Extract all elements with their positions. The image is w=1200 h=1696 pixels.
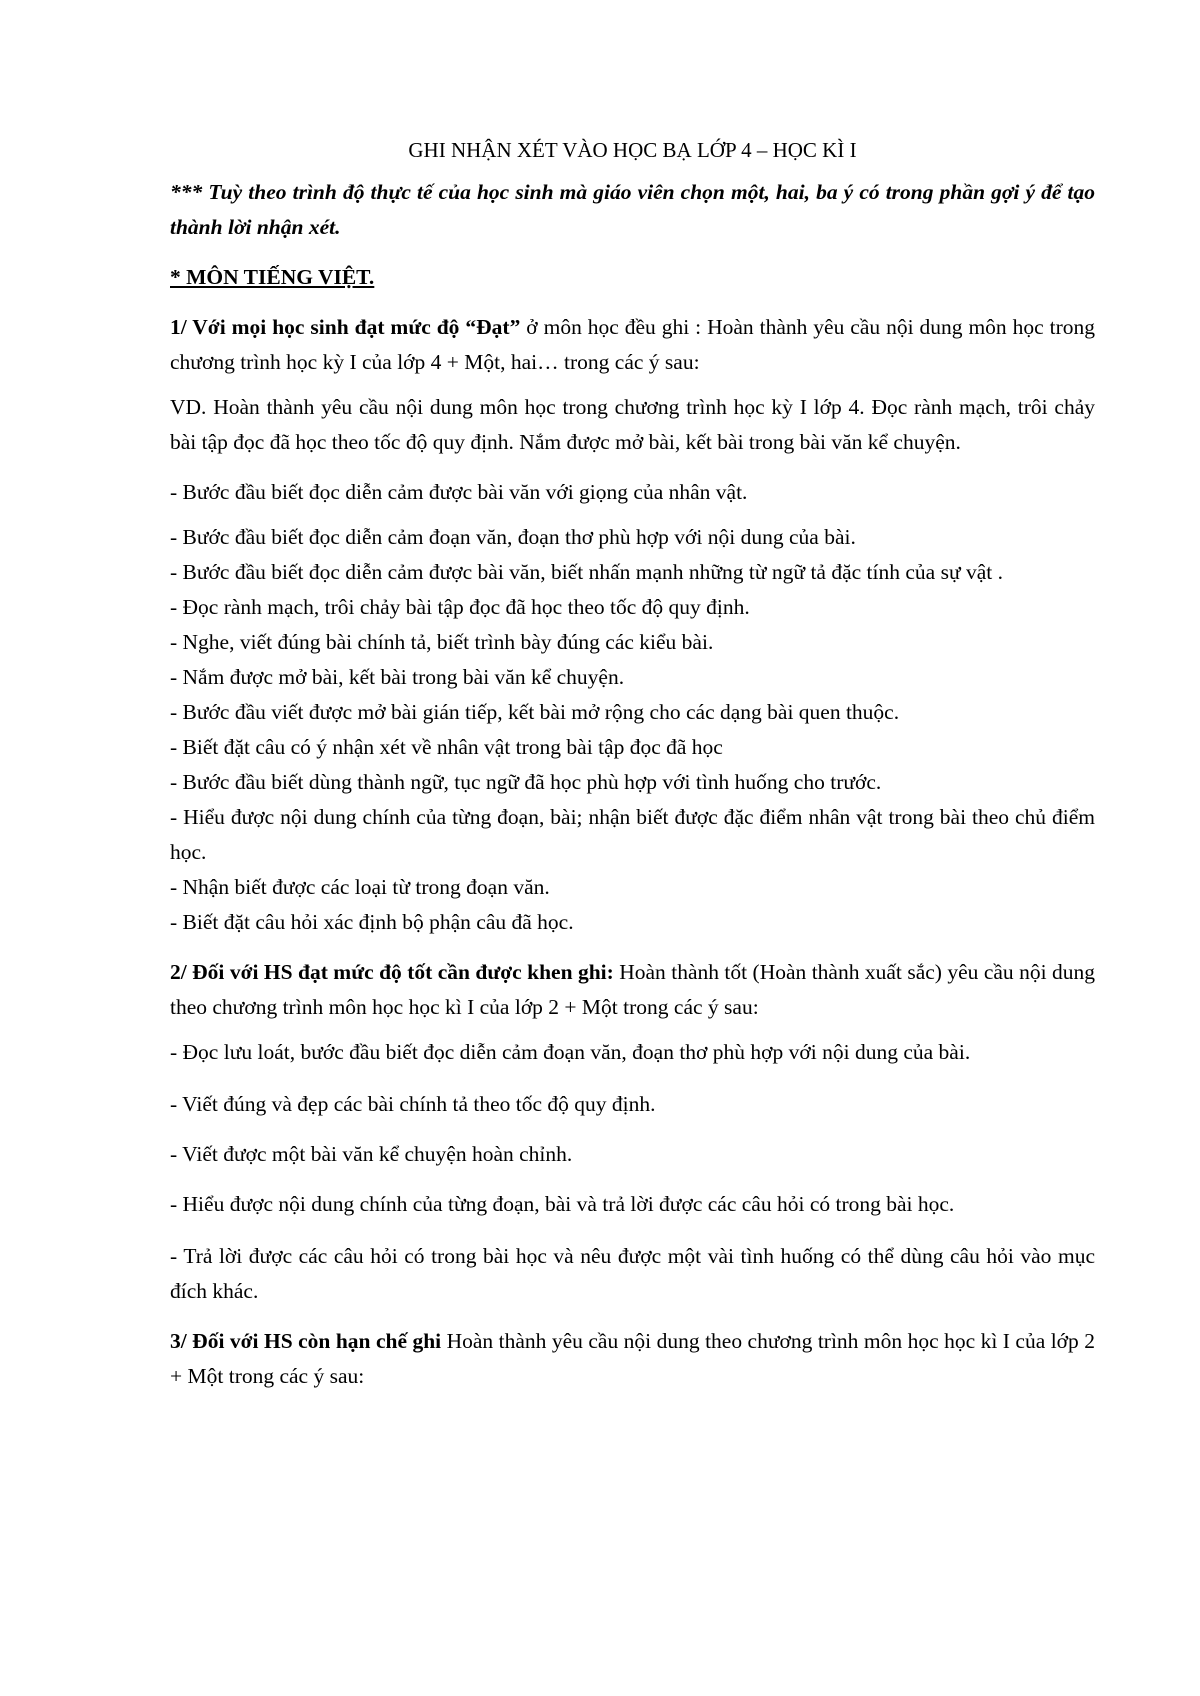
list-item: - Nghe, viết đúng bài chính tả, biết trình bày đúng các kiểu bài. (170, 630, 714, 654)
intro-note: *** Tuỳ theo trình độ thực tế của học sinh mà giáo viên chọn một, hai, ba ý có trong phần gợi ý để tạo thành lời nhận xét. (170, 180, 1095, 239)
part3-text: Hoàn thành yêu cầu nội dung theo chương trình môn học học kì I của lớp 2 + Một trong các ý sau: (170, 1329, 1095, 1388)
list-item: - Bước đầu biết dùng thành ngữ, tục ngữ đã học phù hợp với tình huống cho trước. (170, 770, 882, 794)
section-heading: * MÔN TIẾNG VIỆT. (170, 265, 375, 289)
list-item: - Bước đầu viết được mở bài gián tiếp, kết bài mở rộng cho các dạng bài quen thuộc. (170, 700, 900, 724)
list-item: - Bước đầu biết đọc diễn cảm được bài văn, biết nhấn mạnh những từ ngữ tả đặc tính của sự vật . (170, 560, 1003, 584)
list-item: - Hiểu được nội dung chính của từng đoạn, bài và trả lời được các câu hỏi có trong bài học. (170, 1192, 955, 1216)
list-item: - Đọc lưu loát, bước đầu biết đọc diễn cảm đoạn văn, đoạn thơ phù hợp với nội dung của bài. (170, 1040, 971, 1064)
list-item: - Bước đầu biết đọc diễn cảm đoạn văn, đoạn thơ phù hợp với nội dung của bài. (170, 525, 856, 549)
part2-label: 2/ Đối với HS đạt mức độ tốt cần được khen ghi: (170, 960, 614, 984)
part2-text: Hoàn thành tốt (Hoàn thành xuất sắc) yêu cầu nội dung theo chương trình môn học học kì I của lớp 2 + Một trong các ý sau: (170, 960, 1095, 1019)
part3-label: 3/ Đối với HS còn hạn chế ghi (170, 1329, 442, 1353)
part1-label: 1/ Với mọi học sinh đạt mức độ “Đạt” (170, 315, 521, 339)
list-item: - Nhận biết được các loại từ trong đoạn văn. (170, 875, 550, 899)
list-item: - Trả lời được các câu hỏi có trong bài học và nêu được một vài tình huống có thể dùng câu hỏi vào mục đích khác. (170, 1244, 1095, 1303)
list-item: - Biết đặt câu có ý nhận xét về nhân vật trong bài tập đọc đã học (170, 735, 723, 759)
list-item: - Biết đặt câu hỏi xác định bộ phận câu đã học. (170, 910, 574, 934)
part1-text: ở môn học đều ghi : Hoàn thành yêu cầu nội dung môn học trong chương trình học kỳ I của lớp 4 + Một, hai… trong các ý sau: (170, 315, 1095, 374)
list-item: - Viết đúng và đẹp các bài chính tả theo tốc độ quy định. (170, 1092, 656, 1116)
part1-paragraph (170, 310, 1095, 380)
part3-paragraph (170, 1324, 1095, 1394)
part2-paragraph (170, 955, 1095, 1025)
list-item: - Viết được một bài văn kể chuyện hoàn chỉnh. (170, 1142, 573, 1166)
part1-example: VD. Hoàn thành yêu cầu nội dung môn học trong chương trình học kỳ I lớp 4. Đọc rành mạch, trôi chảy bài tập đọc đã học theo tốc độ quy định. Nắm được mở bài, kết bài trong bài văn kể chuyện. (170, 395, 1095, 454)
list-item: - Đọc rành mạch, trôi chảy bài tập đọc đã học theo tốc độ quy định. (170, 595, 750, 619)
list-item: - Nắm được mở bài, kết bài trong bài văn kể chuyện. (170, 665, 625, 689)
list-item: - Bước đầu biết đọc diễn cảm được bài văn với giọng của nhân vật. (170, 480, 748, 504)
document-title: GHI NHẬN XÉT VÀO HỌC BẠ LỚP 4 – HỌC KÌ I (408, 138, 857, 162)
list-item: - Hiểu được nội dung chính của từng đoạn, bài; nhận biết được đặc điểm nhân vật trong bài theo chủ điểm học. (170, 805, 1095, 864)
